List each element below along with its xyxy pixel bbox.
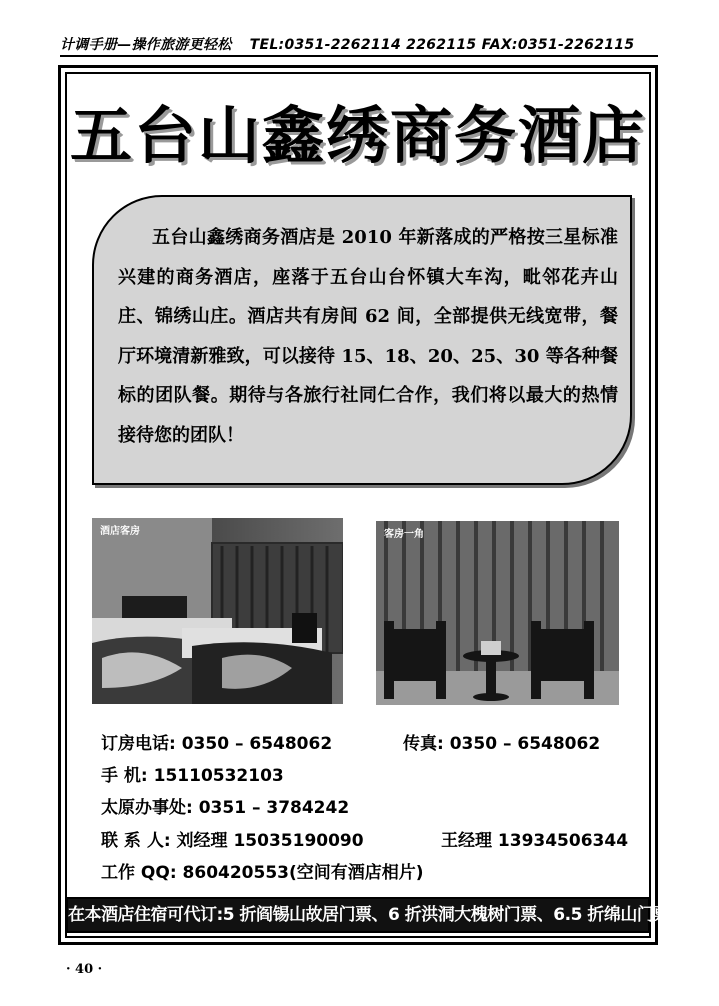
page-number: · 40 ·: [66, 962, 103, 977]
work-qq: 工作 QQ: 860420553(空间有酒店相片): [101, 863, 424, 883]
booking-phone: 订房电话: 0350 – 6548062: [101, 734, 333, 754]
ticket-offer-banner: 在本酒店住宿可代订:5 折阎锡山故居门票、6 折洪洞大槐树门票、6.5 折绵山门票!: [66, 897, 650, 933]
room-corner-photo: [376, 521, 619, 705]
hotel-title: 五台山鑫绣商务酒店: [69, 99, 646, 172]
header-contact: TEL:0351-2262114 2262115 FAX:0351-2262115: [249, 37, 635, 53]
fax-number: 传真: 0350 – 6548062: [403, 734, 601, 754]
mobile-number: 手 机: 15110532103: [101, 766, 284, 786]
hotel-room-photo: [92, 518, 343, 704]
contact-person-liu: 联 系 人: 刘经理 15035190090: [101, 831, 364, 851]
hotel-description: 五台山鑫绣商务酒店是 2010 年新落成的严格按三星标准兴建的商务酒店，座落于五台山台怀镇大车沟，毗邻花卉山庄、锦绣山庄。酒店共有房间 62 间，全部提供无线宽带，餐厅环境清新雅致，可以接待 15、18、20、25、30 等各种餐标的团队餐。期待与各旅行社同仁合作，我们将以最大的热情接待您的团队！: [118, 227, 618, 446]
taiyuan-office-phone: 太原办事处: 0351 – 3784242: [101, 798, 350, 818]
header-title: 计调手册—操作旅游更轻松: [60, 37, 232, 53]
page-header: [60, 34, 658, 54]
header-rule: [60, 55, 658, 57]
photo-caption: 客房一角: [384, 529, 424, 540]
contact-person-wang: 王经理 13934506344: [441, 831, 629, 851]
photo-caption: 酒店客房: [100, 526, 140, 537]
